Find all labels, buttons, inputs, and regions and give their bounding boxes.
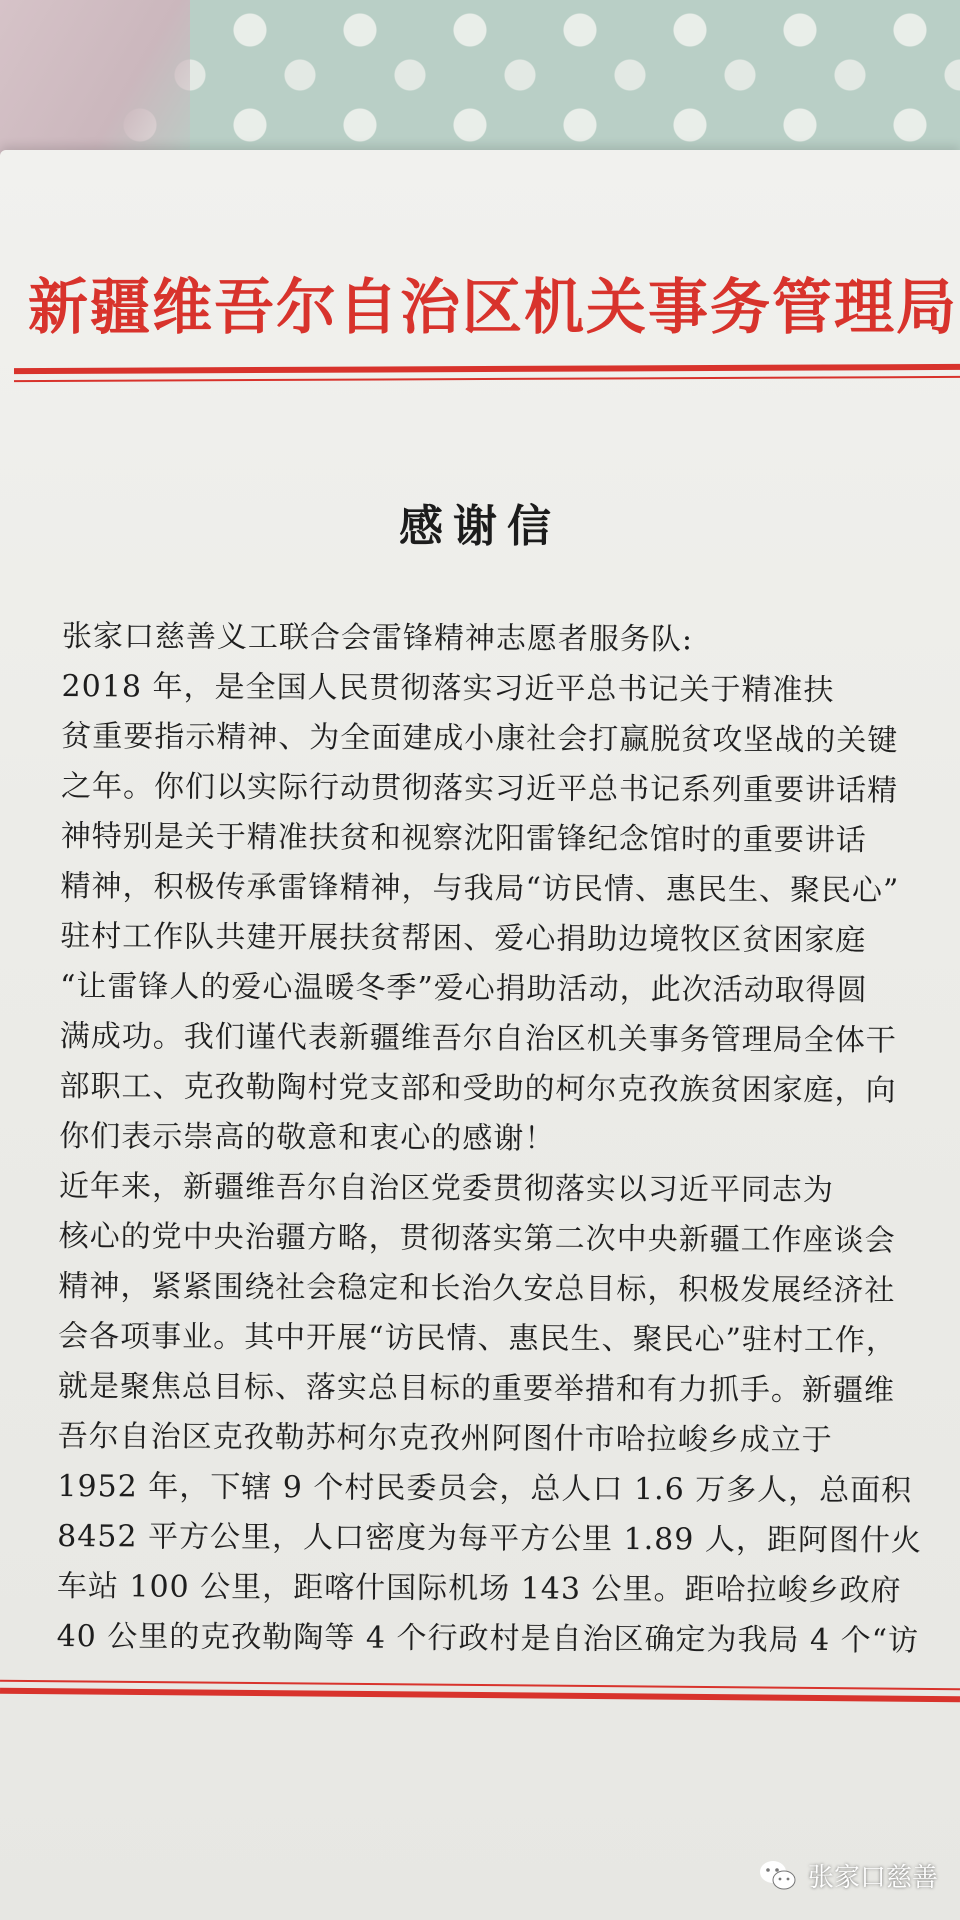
letter-line: 驻村工作队共建开展扶贫帮困、爱心捐助边境牧区贫困家庭 <box>60 918 867 959</box>
letter-line: 精神，积极传承雷锋精神，与我局“访民情、惠民生、聚民心” <box>60 868 900 909</box>
letterhead-title: 新疆维吾尔自治区机关事务管理局 <box>28 273 958 343</box>
letter-title: 感谢信 <box>399 501 561 552</box>
letter-line: 就是聚焦总目标、落实总目标的重要举措和有力抓手。新疆维 <box>57 1368 896 1409</box>
letter-line: 神特别是关于精准扶贫和视察沈阳雷锋纪念馆时的重要讲话 <box>60 818 867 859</box>
letter-line: 2018 年，是全国人民贯彻落实习近平总书记关于精准扶 <box>61 668 835 709</box>
letter-line: 你们表示崇高的敬意和衷心的感谢！ <box>59 1118 556 1157</box>
letter-line: 8452 平方公里，人口密度为每平方公里 1.89 人，距阿图什火 <box>57 1518 923 1559</box>
letter-line: 贫重要指示精神、为全面建成小康社会打赢脱贫攻坚战的关键 <box>61 718 899 759</box>
letter-line: 近年来，新疆维吾尔自治区党委贯彻落实以习近平同志为 <box>58 1168 835 1209</box>
letter-line: 40 公里的克孜勒陶等 4 个行政村是自治区确定为我局 4 个“访 <box>56 1618 920 1659</box>
letter-line: 精神，紧紧围绕社会稳定和长治久安总目标，积极发展经济社 <box>58 1268 896 1309</box>
watermark-text: 张家口慈善 <box>807 1863 938 1893</box>
letter-line: 满成功。我们谨代表新疆维吾尔自治区机关事务管理局全体干 <box>59 1018 897 1059</box>
letter-line: 张家口慈善义工联合会雷锋精神志愿者服务队: <box>61 618 694 658</box>
wechat-icon <box>758 1859 798 1893</box>
letter-line: 之年。你们以实际行动贯彻落实习近平总书记系列重要讲话精 <box>60 768 899 809</box>
letter-line: 吾尔自治区克孜勒苏柯尔克孜州阿图什市哈拉峻乡成立于 <box>57 1418 833 1459</box>
letter-line: “让雷锋人的爱心温暖冬季”爱心捐助活动，此次活动取得圆 <box>59 968 868 1009</box>
letter-body <box>57 612 942 1667</box>
letter-line: 核心的党中央治疆方略，贯彻落实第二次中央新疆工作座谈会 <box>58 1218 896 1259</box>
letter-line: 部职工、克孜勒陶村党支部和受助的柯尔克孜族贫困家庭，向 <box>59 1068 897 1109</box>
letter-line: 会各项事业。其中开展“访民情、惠民生、聚民心”驻村工作， <box>58 1318 897 1359</box>
watermark <box>758 1857 938 1894</box>
letter-line: 1952 年，下辖 9 个村民委员会，总人口 1.6 万多人，总面积 <box>57 1468 913 1509</box>
letter-line: 车站 100 公里，距喀什国际机场 143 公里。距哈拉峻乡政府 <box>56 1568 902 1609</box>
